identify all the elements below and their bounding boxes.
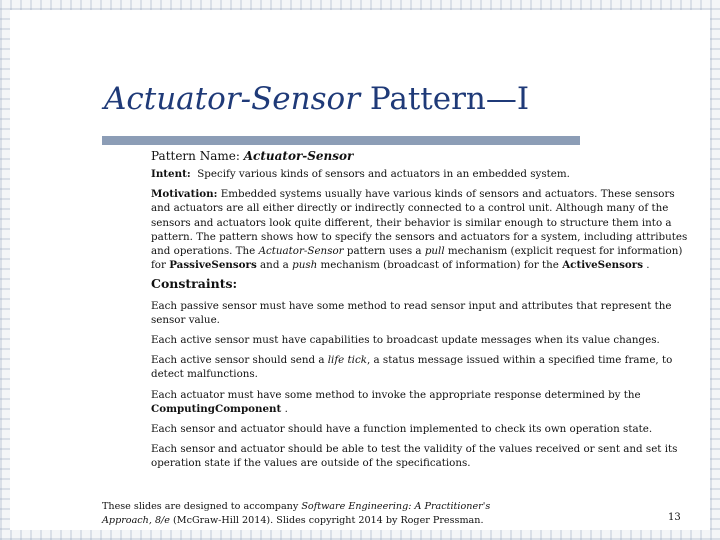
motivation-italic-pattern: Actuator-Sensor xyxy=(258,245,344,258)
intent-label: Intent: xyxy=(151,168,191,180)
constraint-3-text-a: Each active sensor should send a xyxy=(151,354,325,367)
copyright-footer xyxy=(102,500,522,528)
constraint-item-2: Each active sensor must have capabilities to broadcast update messages when its value changes. xyxy=(151,334,660,347)
constraint-item-6: Each sensor and actuator should be able to test the validity of the values received or sent and set its operation state if the values are outside of the specifications. xyxy=(151,443,678,470)
page-number: 13 xyxy=(668,512,681,523)
title-suffix: Pattern—I xyxy=(369,81,530,117)
footer-text-1: These slides are designed to accompany xyxy=(102,501,299,512)
constraint-4-computing-component: ComputingComponent xyxy=(151,402,282,415)
motivation-text-3: mechanism (explicit request for information) for xyxy=(151,245,683,272)
constraint-item-5: Each sensor and actuator should have a function implemented to check its own operation state. xyxy=(151,423,653,436)
motivation-paragraph xyxy=(151,187,691,272)
intent-text: Specify various kinds of sensors and actuators in an embedded system. xyxy=(197,168,570,180)
motivation-italic-push: push xyxy=(292,259,318,272)
motivation-active-sensors: ActiveSensors xyxy=(562,259,644,272)
constraint-4-text-a: Each actuator must have some method to invoke the appropriate response determined by the xyxy=(151,388,641,401)
motivation-label: Motivation: xyxy=(151,188,218,201)
motivation-italic-pull: pull xyxy=(424,245,445,258)
constraint-item-4 xyxy=(151,388,691,416)
pattern-name-line xyxy=(151,148,691,164)
motivation-text-6: . xyxy=(646,259,650,272)
slide-content xyxy=(151,148,691,477)
title-pattern-name: Actuator-Sensor xyxy=(104,81,361,117)
footer-book-title: Software Engineering: A Practitioner's Approach, 8/e xyxy=(102,501,491,526)
constraint-item-3 xyxy=(151,353,691,381)
title-underline-bar xyxy=(102,136,580,145)
pattern-name-label: Pattern Name: xyxy=(151,149,240,163)
motivation-text-1: Embedded systems usually have various kinds of sensors and actuators. These sensors and actuators are all either directly or indirectly connected to a control unit. Although many of the sensors and actuators look quite different, their behavior is similar enough to structure them into a pattern. The pattern shows how to specify the sensors and actuators for a system, including attributes and operations. The xyxy=(151,188,688,258)
motivation-text-2: pattern uses a xyxy=(346,245,422,258)
pattern-name-value: Actuator-Sensor xyxy=(243,149,354,163)
constraint-item-1: Each passive sensor must have some method to read sensor input and attributes that represent the sensor value. xyxy=(151,299,672,326)
constraint-3-life-tick: life tick xyxy=(327,354,367,367)
constraints-heading: Constraints: xyxy=(151,276,238,292)
constraint-3-text-b: , a status message issued within a specified time frame, to detect malfunctions. xyxy=(151,354,673,381)
footer-text-2: (McGraw-Hill 2014). Slides copyright 2014 by Roger Pressman. xyxy=(173,515,484,526)
constraint-4-text-c: . xyxy=(284,402,288,415)
motivation-text-5: mechanism (broadcast of information) for the xyxy=(320,259,559,272)
motivation-text-4: and a xyxy=(260,259,289,272)
intent-paragraph xyxy=(151,167,691,181)
motivation-passive-sensors: PassiveSensors xyxy=(169,259,257,272)
slide-title xyxy=(104,82,529,116)
slide xyxy=(10,10,710,530)
